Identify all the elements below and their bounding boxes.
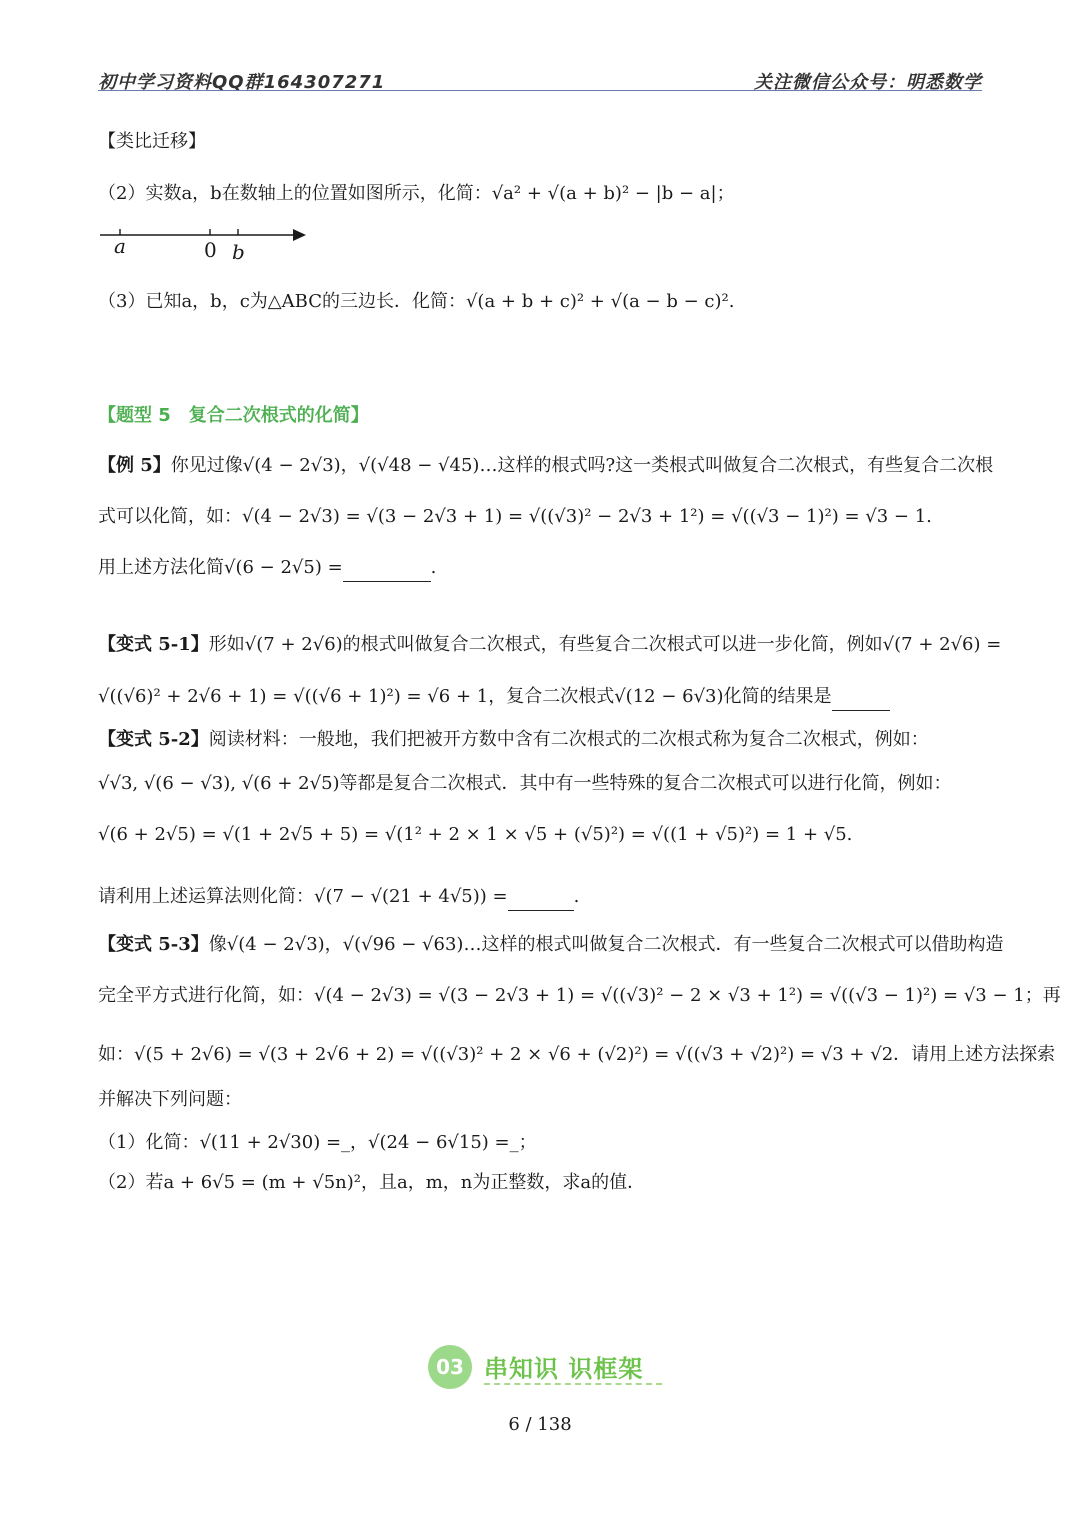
variant52-text4: 请利用上述运算法则化简：√(7 − √(21 + 4√5)) = [98, 886, 508, 907]
page-number: 6 / 138 [508, 1414, 572, 1435]
variant52-label: 【变式 5-2】 [98, 729, 209, 750]
variant53-line4: 并解决下列问题： [98, 1089, 242, 1110]
variant51-line2 [98, 683, 982, 711]
section-badge-title: 串知识 识框架 [484, 1355, 644, 1383]
variant53-label: 【变式 5-3】 [98, 934, 209, 955]
variant53-q1: （1）化简：√(11 + 2√30) =_，√(24 − 6√15) =_； [98, 1132, 537, 1153]
example5-line2: 式可以化简，如：√(4 − 2√3) = √(3 − 2√3 + 1) = √((√3)² − 2√3 + 1²) = √((√3 − 1)²) = √3 − 1. [98, 506, 932, 527]
number-line-label-zero: 0 [204, 238, 217, 262]
variant52-line1 [98, 726, 982, 754]
variant51-text2: √((√6)² + 2√6 + 1) = √((√6 + 1)²) = √6 + 1，复合二次根式√(12 − 6√3)化简的结果是 [98, 686, 832, 707]
example5-line1 [98, 452, 994, 480]
header-right: 关注微信公众号：明悉数学 [754, 72, 982, 93]
number-line-graphic [98, 222, 308, 262]
variant52-line3: √(6 + 2√5) = √(1 + 2√5 + 5) = √(1² + 2 × 1 × √5 + (√5)²) = √((1 + √5)²) = 1 + √5. [98, 824, 853, 845]
variant53-text1: 像√(4 − 2√3)，√(√96 − √63)…这样的根式叫做复合二次根式．有一些复合二次根式可以借助构造 [208, 934, 1004, 955]
variant53-line1 [98, 931, 1004, 959]
variant51-label: 【变式 5-1】 [98, 634, 209, 655]
analogy-q3: （3）已知a，b，c为△ABC的三边长．化简：√(a + b + c)² + √(a − b − c)². [98, 291, 735, 312]
number-line [98, 222, 308, 262]
example5-answer-blank[interactable] [343, 561, 431, 582]
variant53-q2: （2）若a + 6√5 = (m + √5n)²，且a，m，n为正整数，求a的值． [98, 1172, 646, 1193]
example5-label: 【例 5】 [98, 455, 171, 476]
variant51-line1 [98, 631, 1002, 659]
variant52-text1: 阅读材料：一般地，我们把被开方数中含有二次根式的二次根式称为复合二次根式，例如： [208, 729, 929, 750]
section-badge-underline [484, 1383, 662, 1385]
type5-title: 【题型 5 复合二次根式的化简】 [98, 405, 369, 426]
variant52-line4 [98, 883, 982, 911]
example5-text1: 你见过像√(4 − 2√3)，√(√48 − √45)…这样的根式吗?这一类根式叫做复合二次根式，有些复合二次根 [170, 455, 994, 476]
section-badge [428, 1343, 668, 1393]
example5-text3: 用上述方法化简√(6 − 2√5) = [98, 557, 343, 578]
section-number-icon: 03 [428, 1345, 472, 1389]
variant51-text1: 形如√(7 + 2√6)的根式叫做复合二次根式，有些复合二次根式可以进一步化简，例如√(7 + 2√6) = [208, 634, 1002, 655]
number-line-label-b: b [232, 240, 245, 264]
example5-line3 [98, 554, 982, 582]
analogy-title: 【类比迁移】 [98, 131, 206, 152]
variant51-answer-blank[interactable] [832, 690, 890, 711]
header-divider [98, 90, 982, 91]
number-line-label-a: a [114, 234, 126, 258]
analogy-q2: （2）实数a，b在数轴上的位置如图所示，化简：√a² + √(a + b)² − |b − a|； [98, 183, 735, 204]
variant52-answer-blank[interactable] [508, 890, 574, 911]
variant52-line2: √√3, √(6 − √3), √(6 + 2√5)等都是复合二次根式．其中有一些特殊的复合二次根式可以进行化简，例如： [98, 773, 952, 794]
variant53-line2: 完全平方式进行化简，如：√(4 − 2√3) = √(3 − 2√3 + 1) = √((√3)² − 2 × √3 + 1²) = √((√3 − 1)²) = √3 − 1；再 [98, 985, 1061, 1006]
variant52-end: . [573, 886, 580, 907]
header-left: 初中学习资料QQ群164307271 [98, 72, 386, 93]
variant53-line3: 如：√(5 + 2√6) = √(3 + 2√6 + 2) = √((√3)² + 2 × √6 + (√2)²) = √((√3 + √2)²) = √3 + √2．请用上述方法探索 [98, 1044, 1056, 1065]
example5-end: . [430, 557, 437, 578]
